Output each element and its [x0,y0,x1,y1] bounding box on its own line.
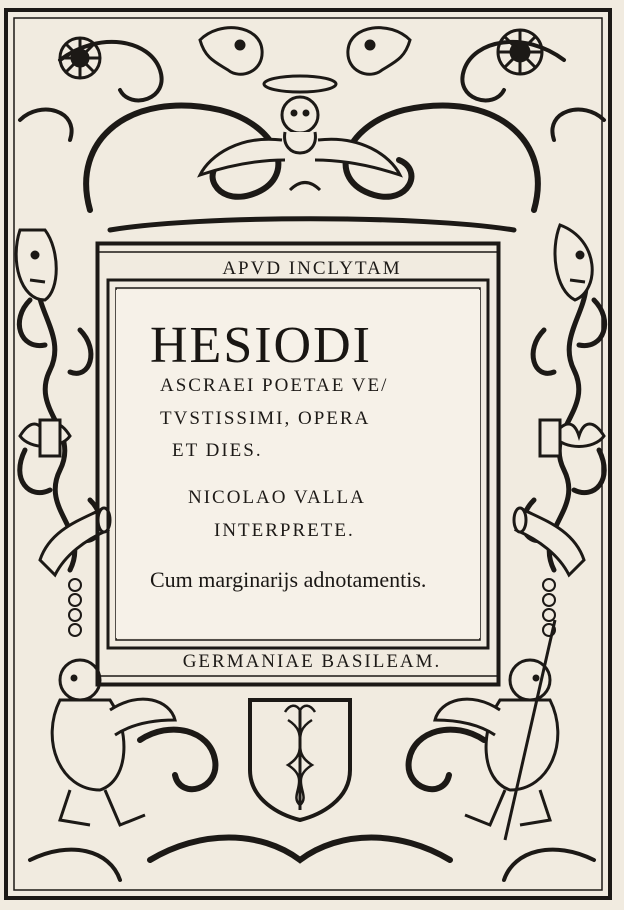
cherub-top-icon [200,76,400,190]
rosette-left-icon [60,38,100,78]
subtitle-line-2: TVSTISSIMI, OPERA [160,408,371,429]
translator-line-1: NICOLAO VALLA [188,487,366,508]
header-banner: APVD INCLYTAM [222,258,402,279]
subtitle-line-1: ASCRAEI POETAE VE/ [160,375,389,396]
marginal-notes-line: Cum marginarijs adnotamentis. [150,567,427,592]
horn-right-icon [514,508,584,575]
rosette-right-icon [498,30,542,74]
subtitle-line-3: ET DIES. [172,440,263,461]
bead-chain-left-icon [69,579,81,636]
footer-banner: GERMANIAE BASILEAM. [182,651,442,672]
book-title: HESIODI [150,317,372,374]
translator-line-2: INTERPRETE. [214,520,355,541]
dragon-head-left-icon [200,28,262,75]
caduceus-shield-icon [250,700,350,820]
fleur-de-lis-right-icon [540,420,604,456]
dragon-head-right-icon [348,28,410,75]
